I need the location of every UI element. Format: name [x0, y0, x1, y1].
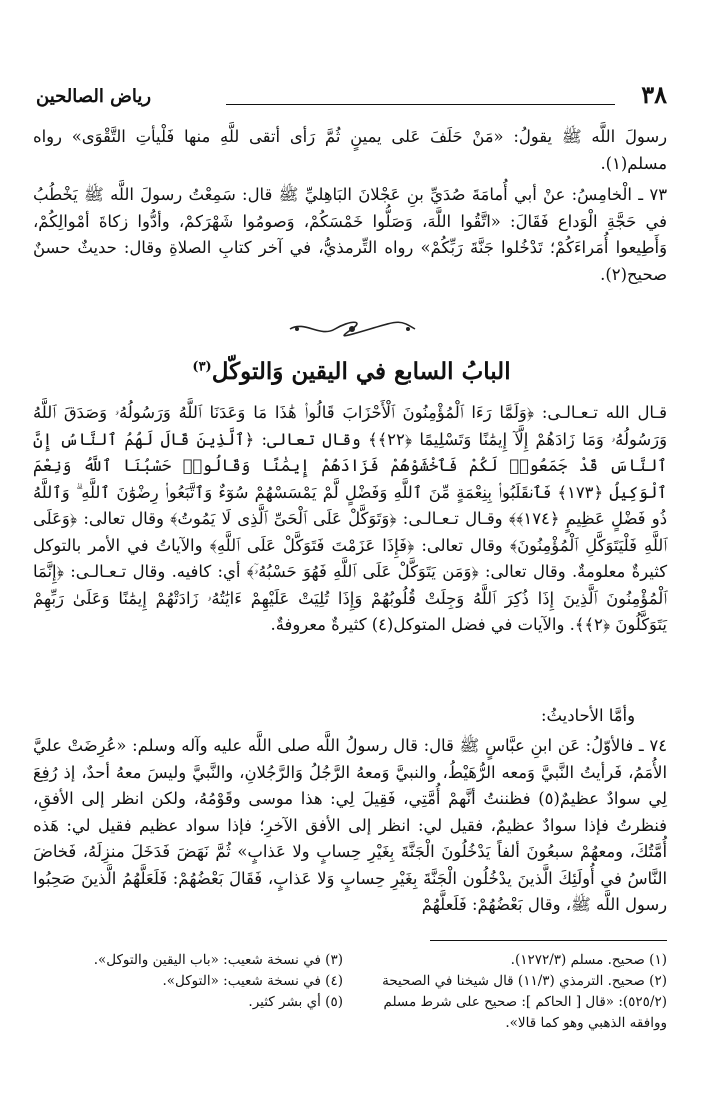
footnote-3: (٣) في نسخة شعيب: «باب اليقين والتوكل». — [93, 952, 343, 968]
page-number: ٣٨ — [641, 80, 667, 109]
footnotes-column-left — [23, 950, 343, 1013]
paragraph: رسولَ اللَّه ﷺ يقولُ: «مَنْ حَلَفَ عَلى يمينٍ ثُمَّ رَأى أتقى للَّهِ منها فَلْيأتِ التَّقْوَى» رواه مسلم(١). — [33, 127, 667, 173]
footnotes-column-right — [367, 950, 667, 1034]
hadith-74 — [33, 733, 667, 919]
chapter-title-text: البابُ السابع في اليقين وَالتوكّل — [211, 358, 511, 385]
ahadith-heading — [33, 703, 667, 730]
footnote-5: (٥) أي بشر كثير. — [248, 994, 343, 1010]
footnote-4: (٤) في نسخة شعيب: «التوكل». — [162, 973, 343, 989]
header-rule — [226, 104, 615, 105]
chapter-intro-verses — [33, 400, 667, 639]
paragraph: ٧٤ ـ فالأوّلُ: عَن ابنِ عبَّاسٍ ﷺ قال: قال رسولُ اللَّه صلى اللَّه عليه وآله وسلم: «عُرِضَتْ عليَّ الأُمَمُ، فَرأيتُ النَّبيَّ وَمعه الرُّهَيْطُ، والنبيَّ وَمعهُ الرَّجُلُ وَالرَّجُلانِ، والنَّبيَّ وليسَ معهُ أحدٌ، إذ رُفِعَ لِي سوادٌ عظيمٌ(٥) فظننتُ أنَّهمْ أُمَّتِي، فَقِيلَ لِي: هذا موسى وقَوْمُهُ، ولكن انظر إلى الأفقِ، فنظرتُ فإذا سوادٌ عظيمٌ، فقيل لي: انظر إلى الأفق الآخرِ؛ فإذا سواد عظيم فقيل لي: هَذه أُمَّتُكَ، ومعهُمْ سبعُونَ ألفاً يَدْخُلُونَ الْجَنَّةَ بِغَيْرِ حِسابٍ ولا عَذابٍ» ثُمَّ نَهَضَ فَدَخَلَ منزِلَهُ، فَخاضَ النَّاسُ في أُولَئِكَ الَّذينَ يدْخُلُون الْجَنَّةَ بِغَيْرِ حِسابٍ وَلا عَذابٍ، فَقَالَ بَعْضُهُمْ: فَلَعَلَّهُمُ الَّذينَ صَحِبُوا رسول اللَّه ﷺ، وقال بَعْضُهُمْ: فَلَعلَّهُمْ — [33, 736, 667, 914]
chapter-footnote-ref: (٣) — [192, 359, 212, 375]
ornament-divider — [285, 318, 420, 340]
hadith-73 — [33, 182, 667, 288]
paragraph: ٧٣ ـ الْخامِسُ: عنْ أبي أُمامَةَ صُدَيِّ بنِ عَجْلانَ البَاهِليِّ ﷺ قال: سَمِعْتُ رسولَ اللَّه ﷺ يَخْطُبُ في حَجَّةِ الْوَداع فَقَالَ: «اتَّقُوا اللَّهَ، وَصَلُّوا خَمْسَكُمْ، وَصومُوا شَهْرَكمْ، وأدُّوا زكاةَ أمْوالِكُمْ، وَأَطِيعوا أُمَراءَكُمْ؛ تَدْخُلوا جَنَّةَ رَبِّكُمْ» رواه التِّرمذيُّ، في آخر كتابِ الصلاةِ وقال: حديثٌ حسنٌ صحيح(٢). — [33, 185, 667, 284]
paragraph: وأمَّا الأحاديثُ: — [541, 706, 635, 725]
hadith-72-ending — [33, 124, 667, 177]
paragraph: قـال الله تـعـالـى: ﴿وَلَمَّا رَءَا ٱلْمُؤْمِنُونَ ٱلْأَحْزَابَ قَالُوا۟ هَٰذَا مَا وَعَدَنَا ٱللَّهُ وَرَسُولُهُۥ وَصَدَقَ ٱللَّهُ وَرَسُولُهُۥ وَمَا زَادَهُمْ إِلَّآ إِيمَٰنًا وَتَسْلِيمًا ﴿٢٢﴾﴾ وقال تعالى: ﴿ٱلَّذِينَ قَالَ لَهُمُ ٱلنَّاسُ إِنَّ ٱلنَّاسَ قَدْ جَمَعُوا۟ لَكُمْ فَٱخْشَوْهُمْ فَزَادَهُمْ إِيمَٰنًا وَقَالُوا۟ حَسْبُنَا ٱللَّهُ وَنِعْمَ ٱلْوَكِيلُ ﴿١٧٣﴾ فَٱنقَلَبُوا۟ بِنِعْمَةٍ مِّنَ ٱللَّهِ وَفَضْلٍ لَّمْ يَمْسَسْهُمْ سُوٓءٌ وَٱتَّبَعُوا۟ رِضْوَٰنَ ٱللَّهِ ۗ وَٱللَّهُ ذُو فَضْلٍ عَظِيمٍ ﴿١٧٤﴾﴾ وقـال تـعـالـى: ﴿وَتَوَكَّلْ عَلَى ٱلْحَىِّ ٱلَّذِى لَا يَمُوتُ﴾ وقال تعالى: ﴿وَعَلَى ٱللَّهِ فَلْيَتَوَكَّلِ ٱلْمُؤْمِنُونَ﴾ وقال تعالى: ﴿فَإِذَا عَزَمْتَ فَتَوَكَّلْ عَلَى ٱللَّهِ﴾ والآياتُ في الأمر بالتوكل كثيرةٌ معلومةٌ. وقال تعالى: ﴿وَمَن يَتَوَكَّلْ عَلَى ٱللَّهِ فَهُوَ حَسْبُهُۥٓ﴾ أي: كافيه. وقال تـعـالـى: ﴿إِنَّمَا ٱلْمُؤْمِنُونَ ٱلَّذِينَ إِذَا ذُكِرَ ٱللَّهُ وَجِلَتْ قُلُوبُهُمْ وَإِذَا تُلِيَتْ عَلَيْهِمْ ءَايَٰتُهُۥ زَادَتْهُمْ إِيمَٰنًا وَعَلَىٰ رَبِّهِمْ يَتَوَكَّلُونَ ﴿٢﴾﴾. والآيات في فضل المتوكل(٤) كثيرةٌ معروفةٌ. — [33, 403, 667, 634]
footnote-1: (١) صحيح. مسلم (١٢٧٢/٣). — [510, 952, 667, 968]
footnote-2: (٢) صحيح. الترمذي (١١/٣) قال شيخنا في الصحيحة (٥٢٥/٢): «قال [ الحاكم ]: صحيح على شرط مسلم ووافقه الذهبي وهو كما قالا». — [382, 973, 667, 1031]
chapter-title — [36, 358, 667, 385]
page-header — [36, 80, 667, 116]
footnote-separator — [430, 940, 667, 941]
running-title: رياض الصالحين — [36, 86, 152, 107]
